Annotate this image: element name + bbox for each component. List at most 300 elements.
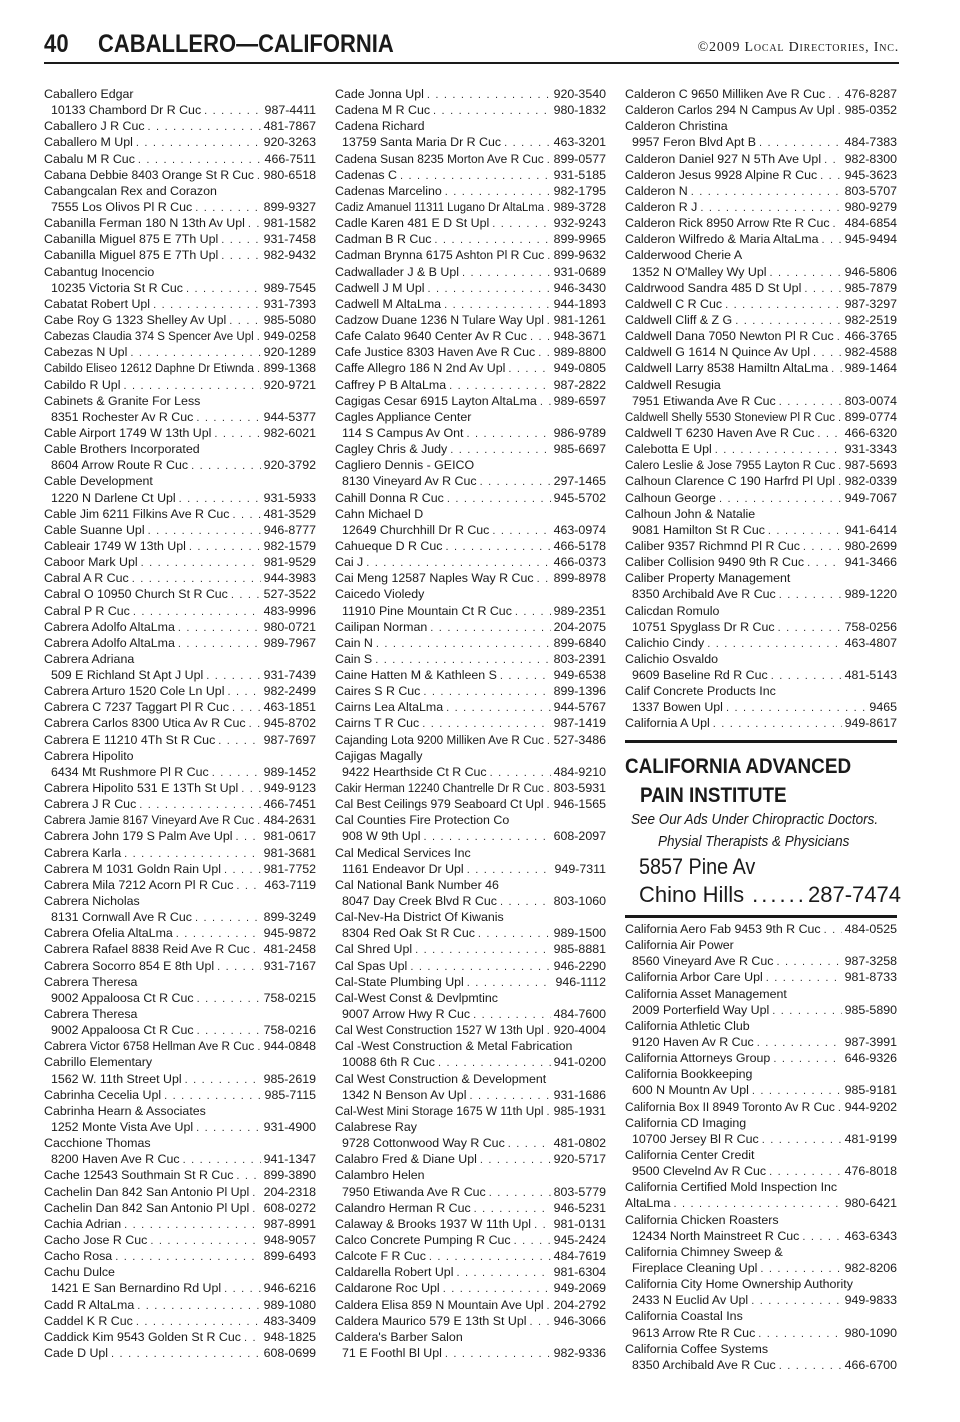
leader-dots xyxy=(540,394,551,409)
leader-dots xyxy=(547,781,551,796)
listing-entry xyxy=(44,1167,316,1183)
listing-phone: 931-5185 xyxy=(553,167,606,182)
listing-name: Cabanilla Ferman 180 N 13th Av Upl xyxy=(44,216,245,231)
leader-dots xyxy=(400,168,551,183)
listing-name: California Certified Mold Inspection Inc xyxy=(625,1180,838,1195)
listing-phone: 899-9327 xyxy=(263,199,316,214)
listing-entry xyxy=(625,619,897,635)
leader-dots xyxy=(115,1249,260,1264)
leader-dots xyxy=(428,281,551,296)
listing-name: 7951 Etiwanda Ave R Cuc xyxy=(632,393,776,408)
listing-name: 7950 Etiwanda Ave R Cuc xyxy=(342,1184,486,1199)
leader-dots xyxy=(725,297,842,312)
leader-dots xyxy=(410,959,550,974)
listing-name: Cafe Calato 9640 Center Av R Cuc xyxy=(335,329,527,344)
listing-phone: 476-8018 xyxy=(844,1164,897,1179)
listing-phone: 899-6840 xyxy=(553,635,606,650)
listing-phone: 608-0699 xyxy=(263,1345,316,1360)
listing-name: California Aero Fab 9453 9th R Cuc xyxy=(625,922,821,936)
listing-entry-heading xyxy=(44,183,316,199)
listing-name: 509 E Richland St Apt J Upl xyxy=(51,668,204,683)
leader-dots xyxy=(248,216,261,231)
listing-name: Cabrera Adolfo AltaLma xyxy=(44,635,175,650)
leader-dots xyxy=(760,1261,841,1276)
listing-name: Caldwell Shelly 5530 Stoneview Pl R Cuc xyxy=(625,409,835,424)
leader-dots xyxy=(462,265,551,280)
listing-entry xyxy=(625,1195,897,1211)
leader-dots xyxy=(252,1185,260,1200)
advertisement-box xyxy=(625,740,901,918)
listing-entry-heading xyxy=(625,247,897,263)
listing-phone: 985-7115 xyxy=(264,1087,316,1102)
listing-phone: 931-3343 xyxy=(844,442,897,457)
listing-phone: 899-3890 xyxy=(263,1168,316,1183)
listing-entry-heading xyxy=(335,909,606,925)
leader-dots xyxy=(196,410,260,425)
listing-phone: 982-2519 xyxy=(844,312,897,327)
listing-entry-heading xyxy=(625,1066,897,1082)
listing-name: Calderon C 9650 Milliken Ave R Cuc xyxy=(625,87,826,101)
listing-entry xyxy=(44,215,316,231)
listing-entry-heading xyxy=(44,473,316,489)
leader-dots xyxy=(838,474,842,489)
listing-name: 8131 Cornwall Ave R Cuc xyxy=(51,910,192,925)
listing-entry-heading xyxy=(625,1341,897,1357)
listing-phone: 484-2631 xyxy=(263,813,316,828)
listing-entry xyxy=(44,377,316,393)
listing-entry xyxy=(44,845,316,861)
leader-dots xyxy=(232,507,260,522)
listing-phone: 985-1931 xyxy=(553,1103,606,1118)
ad-tagline-line2: Physial Therapists & Physicians xyxy=(658,833,850,850)
listing-entry-heading xyxy=(335,1329,606,1345)
listing-entry xyxy=(335,360,606,376)
listing-phone: 981-0131 xyxy=(553,1216,606,1231)
listing-name: California Chicken Roasters xyxy=(625,1212,779,1227)
listing-phone: 204-2318 xyxy=(263,1184,316,1199)
listing-entry xyxy=(44,570,316,586)
listing-phone: 945-9872 xyxy=(263,926,316,941)
listing-name: Calebotta E Upl xyxy=(625,442,712,457)
listing-entry xyxy=(44,796,316,812)
listing-entry xyxy=(44,506,316,522)
leader-dots xyxy=(807,555,842,570)
listing-entry-heading xyxy=(625,118,897,134)
listing-name: Calderon Rick 8950 Arrow Rte R Cuc xyxy=(625,216,830,231)
listing-name: California Air Power xyxy=(625,938,734,953)
listing-entry xyxy=(625,1099,897,1115)
listing-phone: 989-3728 xyxy=(553,199,606,214)
leader-dots xyxy=(204,103,261,118)
listing-phone: 932-9243 xyxy=(553,216,606,231)
listing-name: Cabrera Carlos 8300 Utica Av R Cuc xyxy=(44,716,246,731)
listing-name: Caddel K R Cuc xyxy=(44,1313,133,1328)
leader-dots xyxy=(444,297,551,312)
listing-name: Caine Hatten M & Kathleen S xyxy=(335,668,497,683)
leader-dots xyxy=(762,1132,842,1147)
listing-phone: 981-9529 xyxy=(263,555,316,570)
leader-dots xyxy=(186,281,261,296)
listing-phone: 987-2822 xyxy=(553,377,606,392)
listing-name: Cain S xyxy=(335,651,373,666)
listing-entry xyxy=(625,490,897,506)
listing-entry xyxy=(44,925,316,941)
listing-entry xyxy=(335,199,606,215)
listing-phone: 931-4900 xyxy=(263,1120,316,1134)
listing-entry-heading xyxy=(335,409,606,425)
listing-entry-heading xyxy=(335,1119,606,1135)
leader-dots xyxy=(547,200,551,215)
listing-column-3 xyxy=(625,86,897,732)
listing-entry xyxy=(625,86,897,102)
listing-phone: 989-8800 xyxy=(553,345,606,360)
listing-phone: 297-1465 xyxy=(553,474,606,489)
leader-dots xyxy=(547,313,551,328)
listing-phone: 481-2458 xyxy=(263,942,316,957)
listing-phone: 899-1368 xyxy=(263,361,316,376)
leader-dots xyxy=(838,1100,842,1115)
listing-name: 9007 Arrow Hwy R Cuc xyxy=(342,1007,471,1022)
listing-entry xyxy=(44,1071,316,1087)
listing-name: Cabrera M 1031 Goldn Rain Upl xyxy=(44,861,222,876)
leader-dots xyxy=(438,1055,551,1070)
listing-phone: 945-9494 xyxy=(844,232,897,247)
listing-name: Calambro Helen xyxy=(335,1168,425,1183)
leader-dots xyxy=(133,604,261,619)
leader-dots xyxy=(759,135,842,150)
leader-dots xyxy=(802,1229,841,1244)
listing-phone: 466-6320 xyxy=(844,425,897,440)
leader-dots xyxy=(138,152,262,167)
listing-name: Cacchione Thomas xyxy=(44,1136,151,1151)
listing-entry xyxy=(44,1297,316,1313)
listing-name: 11910 Pine Mountain Ct R Cuc xyxy=(342,603,512,618)
listing-entry xyxy=(335,1022,606,1038)
listing-phone: 946-3430 xyxy=(553,280,606,295)
listing-phone: 989-1220 xyxy=(844,587,897,602)
leader-dots xyxy=(757,1035,842,1050)
listing-phone: 920-3792 xyxy=(263,458,316,473)
leader-dots xyxy=(492,523,550,538)
listing-name: Cairns Lea AltaLma xyxy=(335,700,444,715)
listing-phone: 985-5080 xyxy=(263,312,316,327)
leader-dots xyxy=(376,636,551,651)
listing-name: Caliber Collision 9490 9th R Cuc xyxy=(625,555,805,570)
listing-name: Cagley Chris & Judy xyxy=(335,442,448,457)
listing-entry xyxy=(625,1292,897,1308)
leader-dots xyxy=(449,378,551,393)
listing-name: California Coastal Ins xyxy=(625,1309,743,1324)
listing-name: Cadman Brynna 6175 Ashton Pl R Cuc xyxy=(335,248,545,263)
listing-phone: 481-7867 xyxy=(263,119,316,134)
leader-dots xyxy=(779,1358,842,1373)
listing-phone: 985-7879 xyxy=(844,280,897,295)
listing-phone: 527-3522 xyxy=(263,587,316,602)
listing-entry xyxy=(625,969,897,985)
leader-dots xyxy=(164,1088,261,1103)
listing-name: 7555 Los Olivos Pl R Cuc xyxy=(51,199,193,214)
listing-name: 9609 Baseline Rd R Cuc xyxy=(632,668,768,683)
leader-dots xyxy=(446,700,550,715)
listing-name: Cabezas N Upl xyxy=(44,345,128,360)
leader-dots xyxy=(430,620,550,635)
listing-phone: 982-8300 xyxy=(844,151,897,166)
listing-entry xyxy=(44,1313,316,1329)
listing-entry-heading xyxy=(335,586,606,602)
listing-name: Cabrera Rafael 8838 Reid Ave R Cuc xyxy=(44,942,250,957)
listing-entry xyxy=(44,199,316,215)
listing-phone: 981-1582 xyxy=(263,216,316,231)
listing-name: Cadena M R Cuc xyxy=(335,103,431,118)
listing-entry-heading xyxy=(625,1147,897,1163)
listing-phone: 944-5377 xyxy=(263,409,316,424)
listing-name: Caliber Property Management xyxy=(625,571,791,586)
leader-dots xyxy=(137,1298,260,1313)
listing-entry xyxy=(335,183,606,199)
listing-entry xyxy=(625,1082,897,1098)
listing-entry xyxy=(44,715,316,731)
listing-entry xyxy=(335,732,606,748)
listing-entry xyxy=(625,1050,897,1066)
listing-name: Caldarone Roc Upl xyxy=(335,1281,440,1296)
leader-dots xyxy=(231,587,261,602)
leader-dots xyxy=(500,668,551,683)
listing-phone: 920-1289 xyxy=(263,345,316,360)
listing-phone: 484-0525 xyxy=(844,922,897,936)
ad-city: Chino Hills xyxy=(639,882,745,907)
listing-entry-heading xyxy=(44,441,316,457)
listing-phone: 946-3066 xyxy=(553,1313,606,1328)
listing-entry-heading xyxy=(44,651,316,667)
listing-entry xyxy=(44,812,316,828)
listing-entry xyxy=(44,118,316,134)
listing-entry-heading xyxy=(335,457,606,473)
listing-entry-heading xyxy=(625,651,897,667)
listing-name: Cabinets & Granite For Less xyxy=(44,393,201,408)
listing-name: Cabrera Adolfo AltaLma xyxy=(44,619,175,634)
listing-phone: 463-3201 xyxy=(553,135,606,150)
listing-entry xyxy=(625,457,897,473)
listing-phone: 931-7458 xyxy=(263,232,316,247)
leader-dots xyxy=(467,862,552,877)
listing-entry xyxy=(335,619,606,635)
listing-entry xyxy=(335,1313,606,1329)
leader-dots xyxy=(257,1039,260,1054)
leader-dots xyxy=(424,829,551,844)
listing-name: Cadenas C xyxy=(335,167,397,182)
listing-phone: 982-2499 xyxy=(263,684,316,699)
leader-dots xyxy=(779,394,842,409)
listing-phone: 980-9279 xyxy=(844,199,897,214)
listing-entry xyxy=(625,360,897,376)
listing-entry xyxy=(625,1357,897,1373)
listing-entry xyxy=(335,554,606,570)
listing-phone: 981-6304 xyxy=(553,1265,606,1280)
listing-name: Cacho Rosa xyxy=(44,1249,113,1264)
listing-entry-heading xyxy=(625,1244,897,1260)
listing-phone: 982-1795 xyxy=(553,183,606,198)
listing-entry xyxy=(335,102,606,118)
leader-dots xyxy=(236,829,261,844)
listing-phone: 989-2351 xyxy=(553,603,606,618)
listing-name: 2009 Porterfield Way Upl xyxy=(632,1002,770,1017)
leader-dots xyxy=(772,1003,841,1018)
listing-name: Cairns T R Cuc xyxy=(335,716,420,731)
listing-name: Cachu Dulce xyxy=(44,1265,115,1280)
leader-dots xyxy=(257,329,261,344)
listing-entry xyxy=(44,1119,316,1135)
listing-entry xyxy=(625,312,897,328)
listing-entry xyxy=(44,683,316,699)
listing-entry xyxy=(335,1103,606,1119)
listing-entry xyxy=(335,231,606,247)
leader-dots xyxy=(185,1072,261,1087)
listing-phone: 946-2290 xyxy=(553,958,606,973)
listing-entry-heading xyxy=(335,506,606,522)
listing-entry xyxy=(44,538,316,554)
leader-dots xyxy=(769,265,841,280)
listing-name: Cal Counties Fire Protection Co xyxy=(335,813,510,828)
leader-dots xyxy=(813,345,842,360)
leader-dots xyxy=(375,652,550,667)
listing-entry-heading xyxy=(44,893,316,909)
leader-dots xyxy=(130,345,260,360)
listing-entry xyxy=(44,554,316,570)
listing-name: California Coffee Systems xyxy=(625,1341,769,1356)
listing-name: Caboor Mark Upl xyxy=(44,555,138,570)
listing-name: California City Home Ownership Authority xyxy=(625,1277,853,1292)
leader-dots xyxy=(136,135,261,150)
leader-dots xyxy=(195,910,261,925)
listing-entry xyxy=(625,1163,897,1179)
listing-name: Cabrera Arturo 1520 Cole Ln Upl xyxy=(44,684,225,699)
listing-entry xyxy=(625,1325,897,1341)
listing-phone: 982-9432 xyxy=(263,248,316,263)
listing-name: 10751 Spyglass Dr R Cuc xyxy=(632,619,775,634)
listing-phone: 985-8881 xyxy=(553,942,606,957)
listing-entry xyxy=(44,360,316,376)
listing-phone: 466-5178 xyxy=(553,538,606,553)
listing-entry xyxy=(335,1248,606,1264)
listing-phone: 941-0200 xyxy=(553,1055,606,1070)
listing-name: Caffe Allegro 186 N 2nd Av Upl xyxy=(335,361,506,376)
listing-entry xyxy=(335,635,606,651)
leader-dots xyxy=(429,1249,551,1264)
listing-entry xyxy=(335,570,606,586)
listing-phone: 484-6854 xyxy=(844,216,897,231)
listing-phone: 987-3258 xyxy=(844,954,897,969)
listing-phone: 803-2391 xyxy=(553,651,606,666)
listing-entry xyxy=(625,280,897,296)
listing-phone: 982-0339 xyxy=(844,474,897,489)
listing-entry xyxy=(625,1131,897,1147)
listing-name: Cable Jim 6211 Filkins Ave R Cuc xyxy=(44,506,230,521)
listing-name: Cal-West Const & Devlpmtinc xyxy=(335,990,498,1005)
listing-entry xyxy=(335,683,606,699)
listing-phone: 949-9123 xyxy=(263,781,316,796)
listing-name: Caldera Maurico 579 E 13th St Upl xyxy=(335,1313,527,1328)
leader-dots xyxy=(218,733,260,748)
listing-name: 10088 6th R Cuc xyxy=(342,1055,435,1070)
leader-dots xyxy=(221,232,260,247)
listing-entry xyxy=(335,1135,606,1151)
leader-dots xyxy=(191,458,261,473)
listing-name: Calderon Christina xyxy=(625,119,728,134)
listing-entry xyxy=(44,296,316,312)
leader-dots xyxy=(673,1196,841,1211)
listing-column-2 xyxy=(335,86,606,1361)
listing-phone: 989-1452 xyxy=(263,764,316,779)
listing-entry xyxy=(625,231,897,247)
listing-entry-heading xyxy=(335,748,606,764)
leader-dots xyxy=(804,281,841,296)
listing-name: Cable Brothers Incorporated xyxy=(44,442,200,457)
listing-phone: 944-9202 xyxy=(844,1099,897,1114)
listing-entry xyxy=(625,1260,897,1276)
listing-entry xyxy=(625,328,897,344)
listing-entry xyxy=(335,167,606,183)
leader-dots xyxy=(111,1346,261,1361)
listing-entry xyxy=(44,151,316,167)
listing-name: Cabatat Robert Upl xyxy=(44,296,151,311)
listing-name: 8200 Haven Ave R Cuc xyxy=(51,1152,180,1167)
ad-business-name-line2: PAIN INSTITUTE xyxy=(640,784,787,807)
listing-name: Cade D Upl xyxy=(44,1345,109,1360)
listing-name: Cain N xyxy=(335,635,373,650)
listing-phone: 980-1090 xyxy=(844,1325,897,1340)
listing-name: Calderon Wilfredo & Maria AltaLma xyxy=(625,232,819,247)
listing-entry xyxy=(625,183,897,199)
listing-name: 13759 Santa Maria Dr R Cuc xyxy=(342,135,502,150)
leader-dots xyxy=(529,1314,550,1329)
listing-phone: 9465 xyxy=(869,700,897,715)
listing-entry xyxy=(44,941,316,957)
listing-entry xyxy=(625,586,897,602)
leader-dots xyxy=(838,458,841,473)
listing-phone: 989-1080 xyxy=(263,1297,316,1312)
listing-name: Calabro Fred & Diane Upl xyxy=(335,1152,477,1167)
listing-entry xyxy=(44,457,316,473)
listing-entry xyxy=(335,699,606,715)
listing-name: Cabrera Nicholas xyxy=(44,894,140,909)
listing-entry-heading xyxy=(335,845,606,861)
listing-name: 114 S Campus Av Ont xyxy=(342,425,464,440)
listing-entry xyxy=(44,861,316,877)
listing-phone: 989-1500 xyxy=(553,926,606,941)
listing-entry xyxy=(335,796,606,812)
copyright-notice: ©2009 Local Directories, Inc. xyxy=(697,40,899,55)
listing-phone: 803-5707 xyxy=(844,183,897,198)
listing-name: Caldwell C R Cuc xyxy=(625,296,723,311)
listing-name: Cal-Nev-Ha District Of Kiwanis xyxy=(335,910,504,925)
leader-dots xyxy=(195,200,260,215)
listing-phone: 982-8206 xyxy=(844,1260,897,1275)
listing-entry-heading xyxy=(44,1135,316,1151)
listing-name: Cabrera Hipolito 531 E 13Th St Upl xyxy=(44,781,239,796)
page-title: CABALLERO—CALIFORNIA xyxy=(98,30,394,58)
listing-phone: 946-8777 xyxy=(263,522,316,537)
leader-dots xyxy=(445,539,550,554)
leader-dots xyxy=(434,232,550,247)
leader-dots xyxy=(206,668,260,683)
listing-entry xyxy=(335,490,606,506)
listing-entry xyxy=(44,1022,316,1038)
listing-entry-heading xyxy=(44,86,316,102)
listing-entry xyxy=(44,1345,316,1361)
listing-name: Cal-State Plumbing Upl xyxy=(335,974,464,989)
listing-name: Cal Shred Upl xyxy=(335,942,413,957)
listing-phone: 985-2619 xyxy=(263,1071,316,1086)
